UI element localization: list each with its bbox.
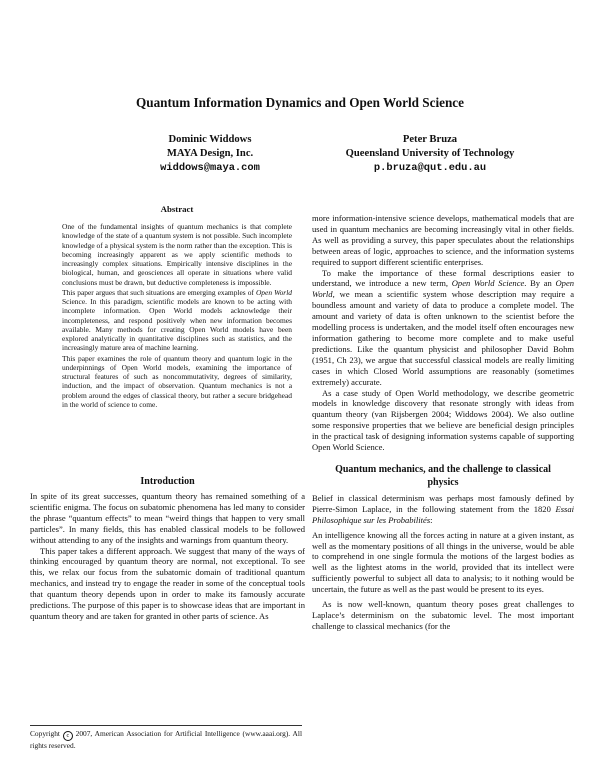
paper-title: Quantum Information Dynamics and Open World Science (135, 95, 464, 110)
copyright-notice: Copyright c 2007, American Association for Artificial Intelligence (www.aaai.org). All rights reserved. (30, 725, 302, 750)
section-heading: Introduction (140, 476, 195, 487)
body-paragraph: As is now well-known, quantum theory poses great challenges to Laplace’s determinism on the subatomic level. The most important challenge to classical mechanics (for the (312, 599, 574, 631)
author-email: p.bruza@qut.edu.au (373, 162, 487, 174)
author-affiliation: Queensland University of Technology (345, 148, 515, 159)
author-affiliation: MAYA Design, Inc. (166, 148, 254, 159)
left-column (30, 475, 305, 622)
author-name: Peter Bruza (402, 134, 458, 145)
abstract-body (62, 222, 292, 410)
body-paragraph: To make the importance of these formal descriptions easier to understand, we introduce a new term, Open World Science. By an Open World, we mean a scientific system whose description may require a boundless amount and variety of data to produce a complete model. The amount and variety of data is often unknown to the scientist before the modelling process is undertaken, and the model itself often encourages new information gathering to become more complete and to make useful predictions. Like the quantum physicist and philosopher David Bohm (1951, Ch 23), we argue that successful classical models are really limiting cases in which Closed World assumptions are reasonably (sometimes extremely) accurate. (312, 267, 575, 387)
body-paragraph: As a case study of Open World methodology, we describe geometric models in knowledge discovery that resonate strongly with ideas from quantum theory (van Rijsbergen 2004; Widdows 2004). We also outline some responsive properties that we believe are beneficial design principles in the practical task of designing information systems capable of supporting Open World Science. (312, 387, 574, 453)
body-paragraph: Belief in classical determinism was perhaps most famously defined by Pierre-Simon Laplace, in the following statement from the 1820 Essai Philosophique sur les Probabilités: (312, 492, 574, 525)
right-column (312, 213, 574, 632)
author-block (110, 133, 310, 175)
abstract-paragraph: This paper argues that such situations are emerging examples of Open World Science. In this paradigm, scientific models are known to be acting with incomplete information. Open World models acknowledge their incompleteness, and respond positively when new information becomes available. Many methods for creating Open World models have been explored analytically in quantitative disciplines such as statistics, and the increasingly mature area of machine learning. (62, 287, 292, 353)
body-paragraph: more information-intensive science develops, mathematical models that are used in quantum mechanics are becoming increasingly vital in other fields. As well as providing a survey, this paper speculates about the relationships between areas of logic, approaches to science, and the information systems required to support different scientific enterprises. (312, 213, 574, 267)
body-paragraph: This paper takes a different approach. We suggest that many of the ways of thinking encouraged by quantum theory are normal, not exceptional. To see this, we relax our focus from the subatomic domain of traditional quantum mechanics, and instead try to engage the reader in some of the conceptual tools that quantum theory depends upon in order to make its famously accurate predictions. The purpose of this paper is to showcase ideas that are important in quantum theory and are taken for granted in other parts of science. As (30, 545, 305, 621)
abstract-paragraph: This paper examines the role of quantum theory and quantum logic in the underpinnings of Open World models, examining the importance of structural features of such as noncommutativity, degrees of similarity, induction, and the impact of observation. Quantum mechanics is not a problem around the edges of classical theory, but rather a secure bridgehead in the world of science to come. (62, 353, 292, 409)
copyright-symbol: c (63, 731, 73, 741)
author-block (305, 133, 555, 175)
body-paragraph: In spite of its great successes, quantum theory has remained something of a scientific enigma. The focus on subatomic phenomena has led many to consider the phrase “quantum effects” to mean “weird things that happen to very small particles”. In many fields, this has enabled classical models to be followed without attending to any of the insights and warnings from quantum theory. (30, 491, 305, 545)
author-email: widdows@maya.com (160, 162, 260, 174)
author-name: Dominic Widdows (168, 134, 252, 145)
section-heading: Quantum mechanics, and the challenge to classical physics (335, 463, 551, 488)
abstract-paragraph: One of the fundamental insights of quantum mechanics is that complete knowledge of the state of a quantum system is not possible. Such incomplete knowledge of a physical system is the norm rather than the exception. This is becoming increasingly apparent as we apply scientific methods to increasingly complex situations. Empirically intensive disciplines in the biological, human, and geosciences all operate in situations where valid conclusions must be drawn, but deductive completeness is impossible. (62, 222, 292, 287)
block-quote: An intelligence knowing all the forces acting in nature at a given instant, as well as the momentary positions of all things in the universe, would be able to comprehend in one single formula the motions of the largest bodies as well as the lightest atoms in the world, provided that its intellect were sufficiently powerful to subject all data to analysis; to it nothing would be uncertain, the future as well as the past would be present to its eyes. (312, 529, 574, 595)
abstract-heading: Abstract (160, 204, 194, 214)
